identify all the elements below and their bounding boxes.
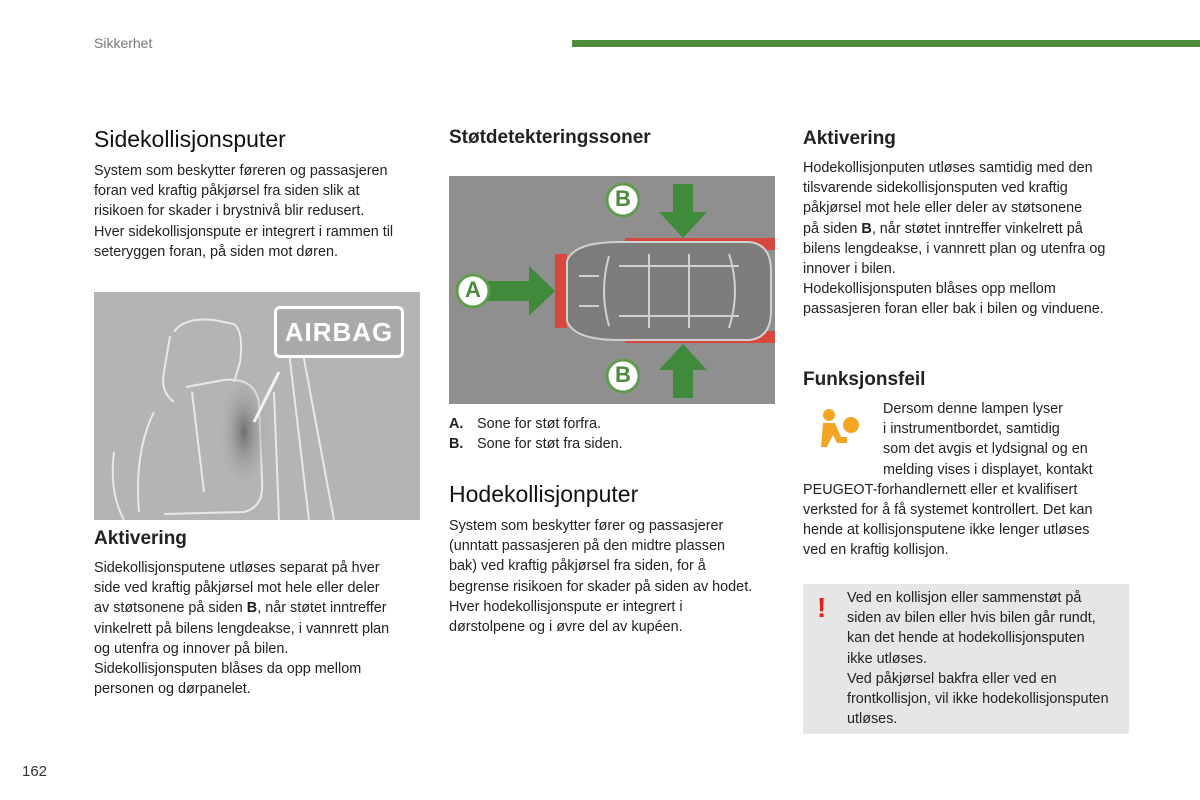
text-line: som det avgis et lydsignal og en <box>883 441 1088 458</box>
warning-box <box>803 584 1129 734</box>
right-activation <box>803 128 1143 320</box>
text-line: vinkelrett på bilens lengdeakse, i vannrett plan <box>94 620 390 637</box>
text-line: Dersom denne lampen lyser <box>883 401 1063 417</box>
fault-block <box>803 399 1143 561</box>
text-line: på siden B, når støtet inntreffer vinkelrett på <box>803 220 1083 237</box>
head-airbag-title: Hodekollisjonputer <box>449 481 639 507</box>
legend-item-b <box>449 434 779 454</box>
legend-key: B. <box>449 436 464 452</box>
text-line: side ved kraftig påkjørsel mot hele eller deler <box>94 580 380 597</box>
zone-a-label: A <box>465 277 481 302</box>
zones-legend <box>449 414 779 454</box>
middle-head-airbag <box>449 481 789 637</box>
page-number: 162 <box>22 763 48 780</box>
impact-zones-figure <box>449 176 775 404</box>
text-line: passasjeren foran eller bak i bilen og vinduene. <box>803 301 1104 318</box>
text-line: Ved en kollisjon eller sammenstøt på <box>847 590 1082 606</box>
warning-exclamation-icon: ! <box>817 592 827 623</box>
text-line: foran ved kraftig påkjørsel fra siden slik at <box>94 183 360 200</box>
warning-text <box>847 588 1127 729</box>
text-line: bilens lengdeakse, i vannrett plan og utenfra og <box>803 240 1106 257</box>
text-line: siden av bilen eller hvis bilen går rundt, <box>847 610 1096 627</box>
text-line: (unntatt passasjeren på den midtre plassen <box>449 538 725 555</box>
text-line: dørstolpene og i øvre del av kupéen. <box>449 619 683 636</box>
text-line: i instrumentbordet, samtidig <box>883 421 1060 438</box>
text-line: verksted for å få systemet kontrollert. Det kan <box>803 502 1093 519</box>
text-line: Sidekollisjonsputene utløses separat på hver <box>94 560 380 576</box>
side-activation-title: Aktivering <box>94 528 187 549</box>
text-line: seteryggen foran, på siden mot døren. <box>94 243 338 260</box>
text-line: kan det hende at hodekollisjonsputen <box>847 630 1085 647</box>
text-line: risikoen for skader i brystnivå blir redusert. <box>94 203 365 220</box>
text-line: hende at kollisjonsputene ikke lenger utløses <box>803 522 1090 539</box>
airbag-label: AIRBAG <box>284 316 394 347</box>
fault-title: Funksjonsfeil <box>803 369 926 390</box>
text-line: Hver hodekollisjonspute er integrert i <box>449 598 683 615</box>
side-airbag-intro <box>94 161 434 262</box>
head-airbag-text <box>449 516 789 637</box>
text-line: Hodekollisjonsputen blåses opp mellom <box>803 281 1056 298</box>
left-activation <box>94 528 434 699</box>
text-line: begrense risikoen for skader på siden av hodet. <box>449 578 753 595</box>
text-line: av støtsonene på siden B, når støtet inntreffer <box>94 600 387 617</box>
text-line: og utenfra og innover på bilen. <box>94 640 289 657</box>
text-line: innover i bilen. <box>803 261 896 278</box>
text-line: System som beskytter fører og passasjerer <box>449 518 724 534</box>
airbag-warning-lamp-icon <box>817 407 863 453</box>
arrow-a-icon <box>485 266 555 316</box>
text-line: System som beskytter føreren og passasjeren <box>94 163 388 179</box>
impact-zones-title: Støtdetekteringssoner <box>449 127 651 148</box>
zones-heading <box>449 127 779 149</box>
seat-airbag-figure <box>94 292 420 520</box>
text-line: påkjørsel mot hele eller deler av støtsonene <box>803 200 1083 217</box>
car-topview-illustration <box>449 176 775 404</box>
text-line: Hodekollisjonputen utløses samtidig med den <box>803 160 1093 176</box>
legend-text: Sone for støt fra siden. <box>477 436 623 452</box>
legend-item-a <box>449 414 779 434</box>
left-column <box>94 126 434 262</box>
legend-key: A. <box>449 416 464 432</box>
right-fault <box>803 369 1143 561</box>
zone-a-strip <box>555 254 567 328</box>
text-line: utløses. <box>847 711 898 728</box>
header-accent-bar <box>572 40 1200 47</box>
fault-text <box>803 480 1143 561</box>
airbag-label-box <box>274 306 404 358</box>
section-label: Sikkerhet <box>94 35 153 51</box>
text-line: ikke utløses. <box>847 650 927 667</box>
text-line: Ved påkjørsel bakfra eller ved en <box>847 670 1057 687</box>
zone-b-bottom-label: B <box>615 362 631 387</box>
text-line: Hver sidekollisjonspute er integrert i rammen til <box>94 223 394 240</box>
legend-text: Sone for støt forfra. <box>477 416 601 432</box>
arrow-b-top-icon <box>659 184 707 238</box>
side-airbag-title: Sidekollisjonsputer <box>94 126 286 152</box>
text-line: frontkollisjon, vil ikke hodekollisjonsputen <box>847 691 1109 708</box>
head-activation-text <box>803 158 1143 320</box>
text-line: tilsvarende sidekollisjonsputen ved kraftig <box>803 180 1068 197</box>
text-line: bak) ved kraftig påkjørsel fra siden, for å <box>449 558 706 575</box>
side-activation-text <box>94 558 434 699</box>
text-line: Sidekollisjonsputen blåses da opp mellom <box>94 661 362 678</box>
text-line: melding vises i displayet, kontakt <box>883 461 1093 478</box>
zone-b-top-label: B <box>615 186 631 211</box>
text-line: personen og dørpanelet. <box>94 681 251 698</box>
arrow-b-bottom-icon <box>659 344 707 398</box>
head-activation-title: Aktivering <box>803 128 896 149</box>
text-line: PEUGEOT-forhandlernett eller et kvalifisert <box>803 481 1078 498</box>
text-line: ved en kraftig kollisjon. <box>803 542 949 559</box>
